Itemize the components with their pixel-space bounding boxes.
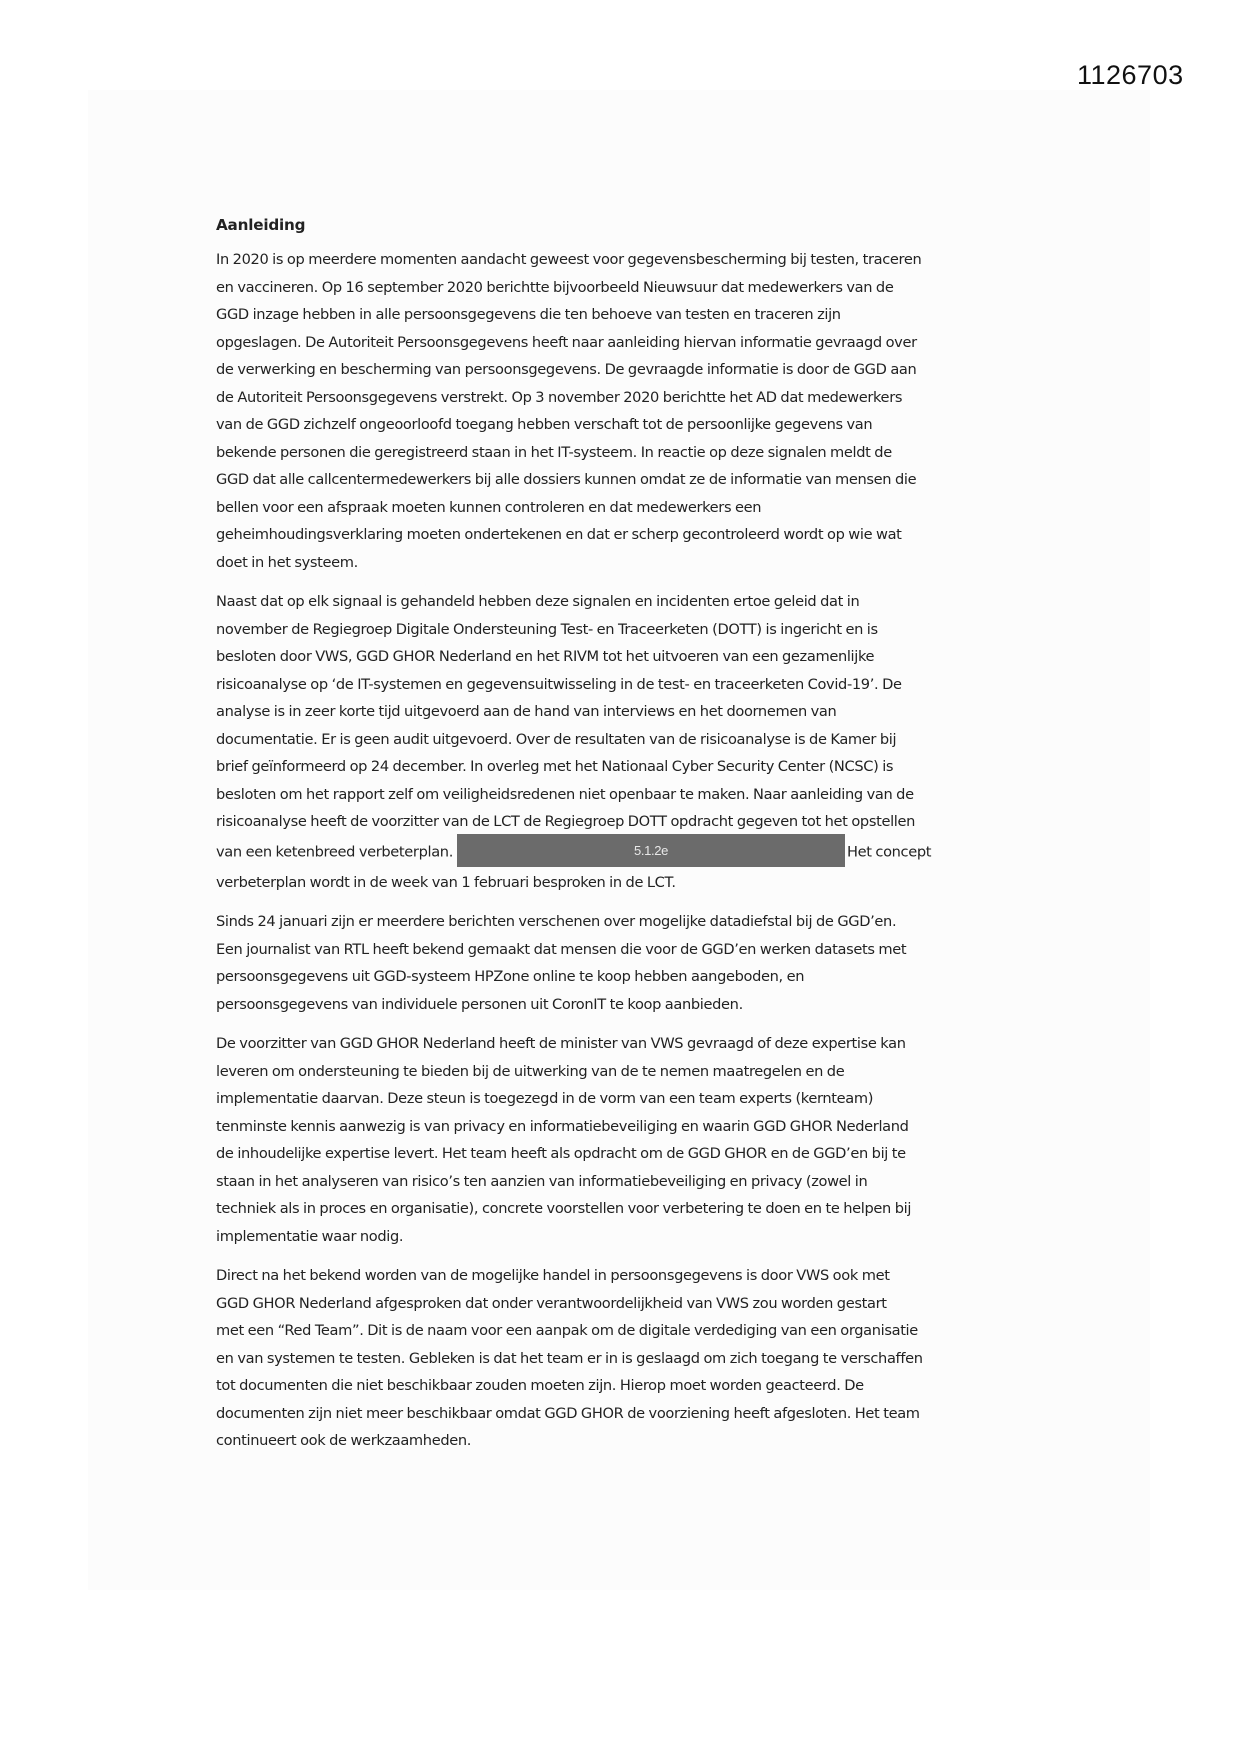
redacted-text-line (216, 836, 1036, 869)
text-line: documenten zijn niet meer beschikbaar omdat GGD GHOR de voorziening heeft afgesloten. Het team (216, 1404, 920, 1422)
text-line: implementatie waar nodig. (216, 1227, 404, 1245)
text-line: risicoanalyse heeft de voorzitter van de LCT de Regiegroep DOTT opdracht gegeven tot het opstellen (216, 813, 916, 830)
text-line: brief geïnformeerd op 24 december. In overleg met het Nationaal Cyber Security Center (NCSC) is (216, 758, 894, 775)
text-line: bellen voor een afspraak moeten kunnen controleren en dat medewerkers een (216, 498, 762, 516)
text-line: GGD GHOR Nederland afgesproken dat onder verantwoordelijkheid van VWS zou worden gestart (216, 1294, 887, 1312)
section-heading: Aanleiding (216, 216, 306, 234)
text-line: van de GGD zichzelf ongeoorloofd toegang hebben verschaft tot de persoonlijke gegevens van (216, 416, 873, 433)
paragraph-4 (216, 1030, 1036, 1250)
text-line: risicoanalyse op ‘de IT-systemen en gegevensuitwisseling in de test- en traceerketen Covid-19’. De (216, 675, 902, 693)
text-after-redaction: Het concept (846, 843, 932, 860)
text-line: geheimhoudingsverklaring moeten ondertekenen en dat er scherp gecontroleerd wordt op wie wat (216, 526, 902, 543)
text-line: opgeslagen. De Autoriteit Persoonsgegevens heeft naar aanleiding hiervan informatie gevraagd over (216, 333, 917, 351)
text-line: implementatie daarvan. Deze steun is toegezegd in de vorm van een team experts (kernteam) (216, 1090, 874, 1107)
text-line: Naast dat op elk signaal is gehandeld hebben deze signalen en incidenten ertoe geleid dat in (216, 593, 860, 610)
text-line: In 2020 is op meerdere momenten aandacht geweest voor gegevensbescherming bij testen, traceren (216, 251, 922, 268)
text-line: Sinds 24 januari zijn er meerdere berichten verschenen over mogelijke datadiefstal bij de GGD’en. (216, 913, 897, 930)
text-line: persoonsgegevens van individuele personen uit CoronIT te koop aanbieden. (216, 995, 743, 1013)
paragraph-1 (216, 246, 1036, 576)
text-line: tenminste kennis aanwezig is van privacy en informatiebeveiliging en waarin GGD GHOR Nederland (216, 1117, 909, 1135)
text-line: Een journalist van RTL heeft bekend gemaakt dat mensen die voor de GGD’en werken datasets met (216, 940, 907, 958)
document-body (216, 216, 1036, 1467)
text-before-redaction: van een ketenbreed verbeterplan. (216, 843, 453, 860)
text-line: continueert ook de werkzaamheden. (216, 1432, 472, 1449)
text-line: verbeterplan wordt in de week van 1 februari besproken in de LCT. (216, 873, 676, 891)
text-line: persoonsgegevens uit GGD-systeem HPZone online te koop hebben aangeboden, en (216, 968, 805, 985)
paragraph-2 (216, 588, 1036, 896)
text-line: GGD dat alle callcentermedewerkers bij alle dossiers kunnen omdat ze de informatie van mensen die (216, 471, 917, 488)
text-line: documentatie. Er is geen audit uitgevoerd. Over de resultaten van de risicoanalyse is de Kamer bij (216, 730, 897, 748)
text-line: GGD inzage hebben in alle persoonsgegevens die ten behoeve van testen en traceren zijn (216, 306, 841, 323)
text-line: besloten door VWS, GGD GHOR Nederland en het RIVM tot het uitvoeren van een gezamenlijke (216, 648, 875, 665)
text-line: en vaccineren. Op 16 september 2020 berichtte bijvoorbeeld Nieuwsuur dat medewerkers van de (216, 278, 894, 296)
text-line: bekende personen die geregistreerd staan in het IT-systeem. In reactie op deze signalen meldt de (216, 443, 892, 461)
text-line: november de Regiegroep Digitale Ondersteuning Test- en Traceerketen (DOTT) is ingericht en is (216, 620, 878, 638)
text-line: analyse is in zeer korte tijd uitgevoerd aan de hand van interviews en het doornemen van (216, 703, 837, 720)
text-line: Direct na het bekend worden van de mogelijke handel in persoonsgegevens is door VWS ook met (216, 1267, 890, 1284)
text-line: de Autoriteit Persoonsgegevens verstrekt. Op 3 november 2020 berichtte het AD dat medewerkers (216, 388, 903, 406)
text-line: de verwerking en bescherming van persoonsgegevens. De gevraagde informatie is door de GGD aan (216, 361, 917, 378)
document-id-number: 1126703 (1077, 60, 1184, 90)
text-line: leveren om ondersteuning te bieden bij de uitwerking van de te nemen maatregelen en de (216, 1062, 845, 1080)
text-line: techniek als in proces en organisatie), concrete voorstellen voor verbetering te doen en te helpen bij (216, 1200, 912, 1217)
paragraph-3 (216, 908, 1036, 1018)
text-line: De voorzitter van GGD GHOR Nederland heeft de minister van VWS gevraagd of deze expertise kan (216, 1035, 906, 1052)
text-line: de inhoudelijke expertise levert. Het team heeft als opdracht om de GGD GHOR en de GGD’en bij te (216, 1145, 906, 1162)
text-line: en van systemen te testen. Gebleken is dat het team er in is geslaagd om zich toegang te verschaffen (216, 1349, 923, 1367)
text-line: met een “Red Team”. Dit is de naam voor een aanpak om de digitale verdediging van een organisatie (216, 1322, 918, 1339)
text-line: doet in het systeem. (216, 553, 358, 571)
text-line: besloten om het rapport zelf om veiligheidsredenen niet openbaar te maken. Naar aanleiding van de (216, 785, 914, 803)
text-line: tot documenten die niet beschikbaar zouden moeten zijn. Hierop moet worden geacteerd. De (216, 1377, 864, 1394)
redaction-box: 5.1.2e (457, 834, 845, 867)
paragraph-5 (216, 1262, 1036, 1455)
text-line: staan in het analyseren van risico’s ten aanzien van informatiebeveiliging en privacy (zowel in (216, 1172, 868, 1190)
